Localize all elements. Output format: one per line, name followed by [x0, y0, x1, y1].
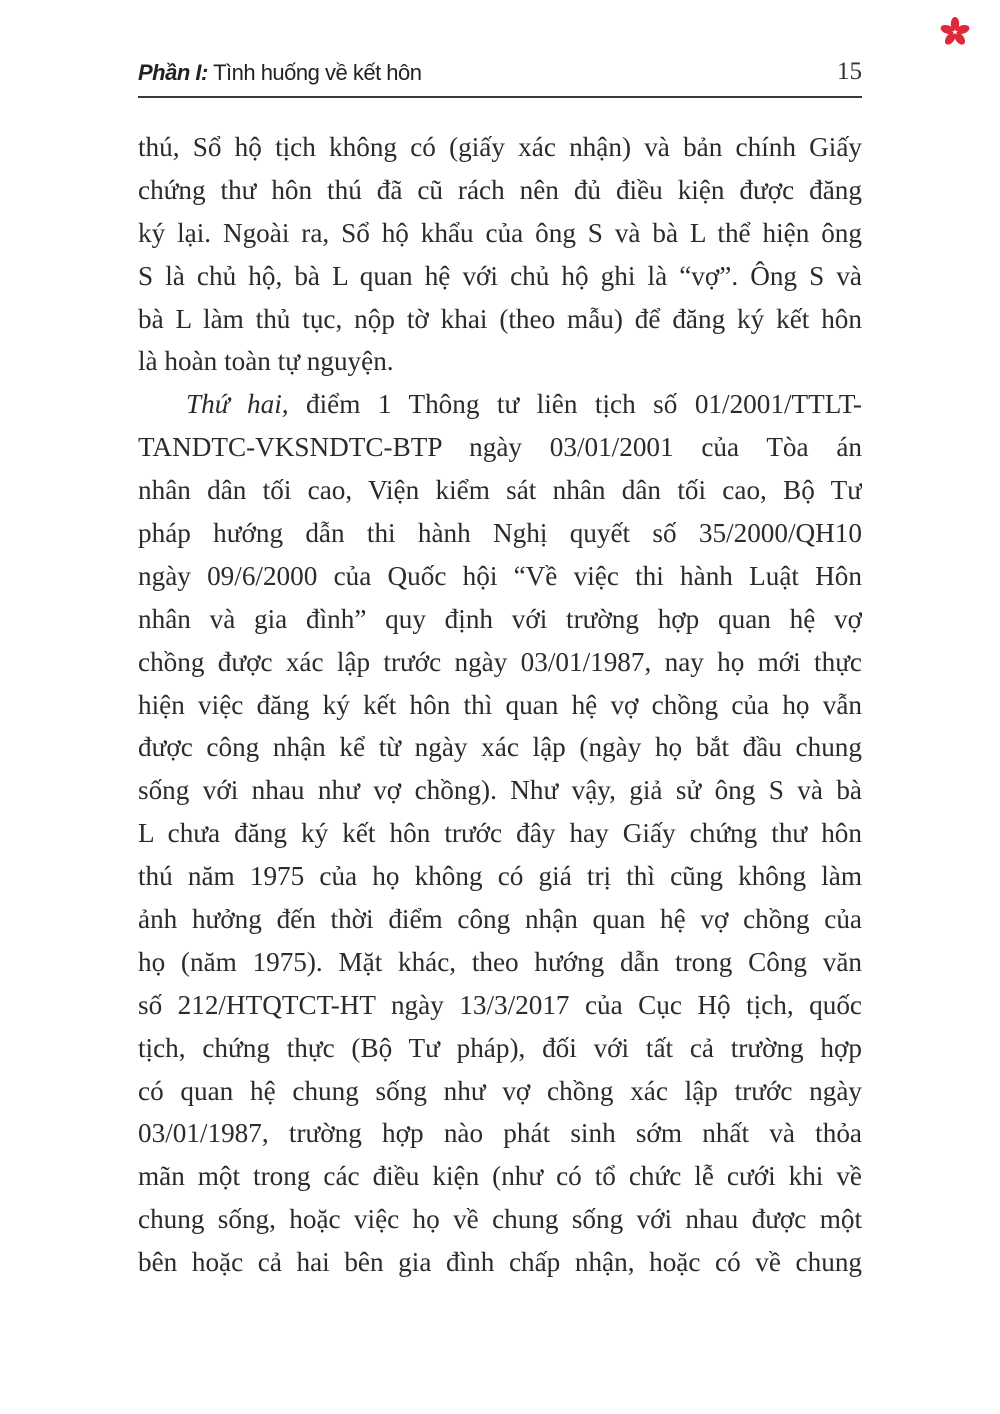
text-line: là hoàn toàn tự nguyện.: [138, 346, 394, 377]
text-line: [138, 1284, 862, 1327]
text-line: chung sống, hoặc việc họ về chung sống với nhau được một: [138, 1204, 862, 1235]
text-line: 03/01/1987, trường hợp nào phát sinh sớm nhất và thỏa: [138, 1118, 862, 1149]
text-line: chồng được xác lập trước ngày 03/01/1987, nay họ mới thực: [138, 646, 862, 677]
text-line: nhân dân tối cao, Viện kiểm sát nhân dân tối cao, Bộ Tư: [138, 475, 862, 506]
chapter-title: [138, 60, 422, 86]
body-text: [138, 126, 862, 1327]
text-line: ký lại. Ngoài ra, Sổ hộ khẩu của ông S và bà L thể hiện ông: [138, 217, 862, 248]
part-label: Phần I:: [138, 60, 208, 85]
text-line: mãn một trong các điều kiện (như có tổ chức lễ cưới khi về: [138, 1161, 862, 1192]
text-line: nhân và gia đình” quy định với trường hợp quan hệ vợ: [138, 603, 862, 634]
paragraph-2: [138, 383, 862, 1327]
text-line: số 212/HTQTCT-HT ngày 13/3/2017 của Cục Hộ tịch, quốc: [138, 989, 862, 1020]
text-line: L chưa đăng ký kết hôn trước đây hay Giấy chứng thư hôn: [138, 818, 862, 849]
page-number: 15: [837, 58, 862, 85]
text-line: bên hoặc cả hai bên gia đình chấp nhận, hoặc có về chung: [138, 1247, 862, 1278]
text-line: sống với nhau như vợ chồng). Như vậy, giả sử ông S và bà: [138, 775, 862, 806]
text-line: TANDTC-VKSNDTC-BTP ngày 03/01/2001 của Tòa án: [138, 432, 862, 463]
section-title: Tình huống về kết hôn: [213, 60, 422, 85]
lead-phrase: Thứ hai,: [186, 389, 289, 420]
text-line: thú, Sổ hộ tịch không có (giấy xác nhận) và bản chính Giấy: [138, 132, 862, 162]
text-line: chứng thư hôn thú đã cũ rách nên đủ điều kiện được đăng: [138, 174, 862, 205]
text-line: hiện việc đăng ký kết hôn thì quan hệ vợ chồng của họ vẫn: [138, 689, 862, 720]
text-line-first: [138, 383, 862, 426]
text-line: S là chủ hộ, bà L quan hệ với chủ hộ ghi là “vợ”. Ông S và: [138, 260, 862, 291]
running-header: [138, 58, 862, 98]
text-line: bà L làm thủ tục, nộp tờ khai (theo mẫu) để đăng ký kết hôn: [138, 303, 862, 334]
text-line-rest: điểm 1 Thông tư liên tịch số 01/2001/TTLT-: [288, 389, 862, 420]
text-line: họ (năm 1975). Mặt khác, theo hướng dẫn trong Công văn: [138, 946, 862, 977]
text-line: được công nhận kể từ ngày xác lập (ngày họ bắt đầu chung: [138, 732, 862, 763]
text-line: ngày 09/6/2000 của Quốc hội “Về việc thi hành Luật Hôn: [138, 560, 862, 591]
text-line: có quan hệ chung sống như vợ chồng xác lập trước ngày: [138, 1075, 862, 1106]
text-line: pháp hướng dẫn thi hành Nghị quyết số 35/2000/QH10: [138, 518, 862, 549]
publisher-logo-icon: [940, 17, 970, 47]
text-line: ảnh hưởng đến thời điểm công nhận quan hệ vợ chồng của: [138, 904, 862, 935]
paragraph-1: [138, 126, 862, 383]
text-line: thú năm 1975 của họ không có giá trị thì cũng không làm: [138, 861, 862, 892]
text-line: tịch, chứng thực (Bộ Tư pháp), đối với tất cả trường hợp: [138, 1032, 862, 1063]
